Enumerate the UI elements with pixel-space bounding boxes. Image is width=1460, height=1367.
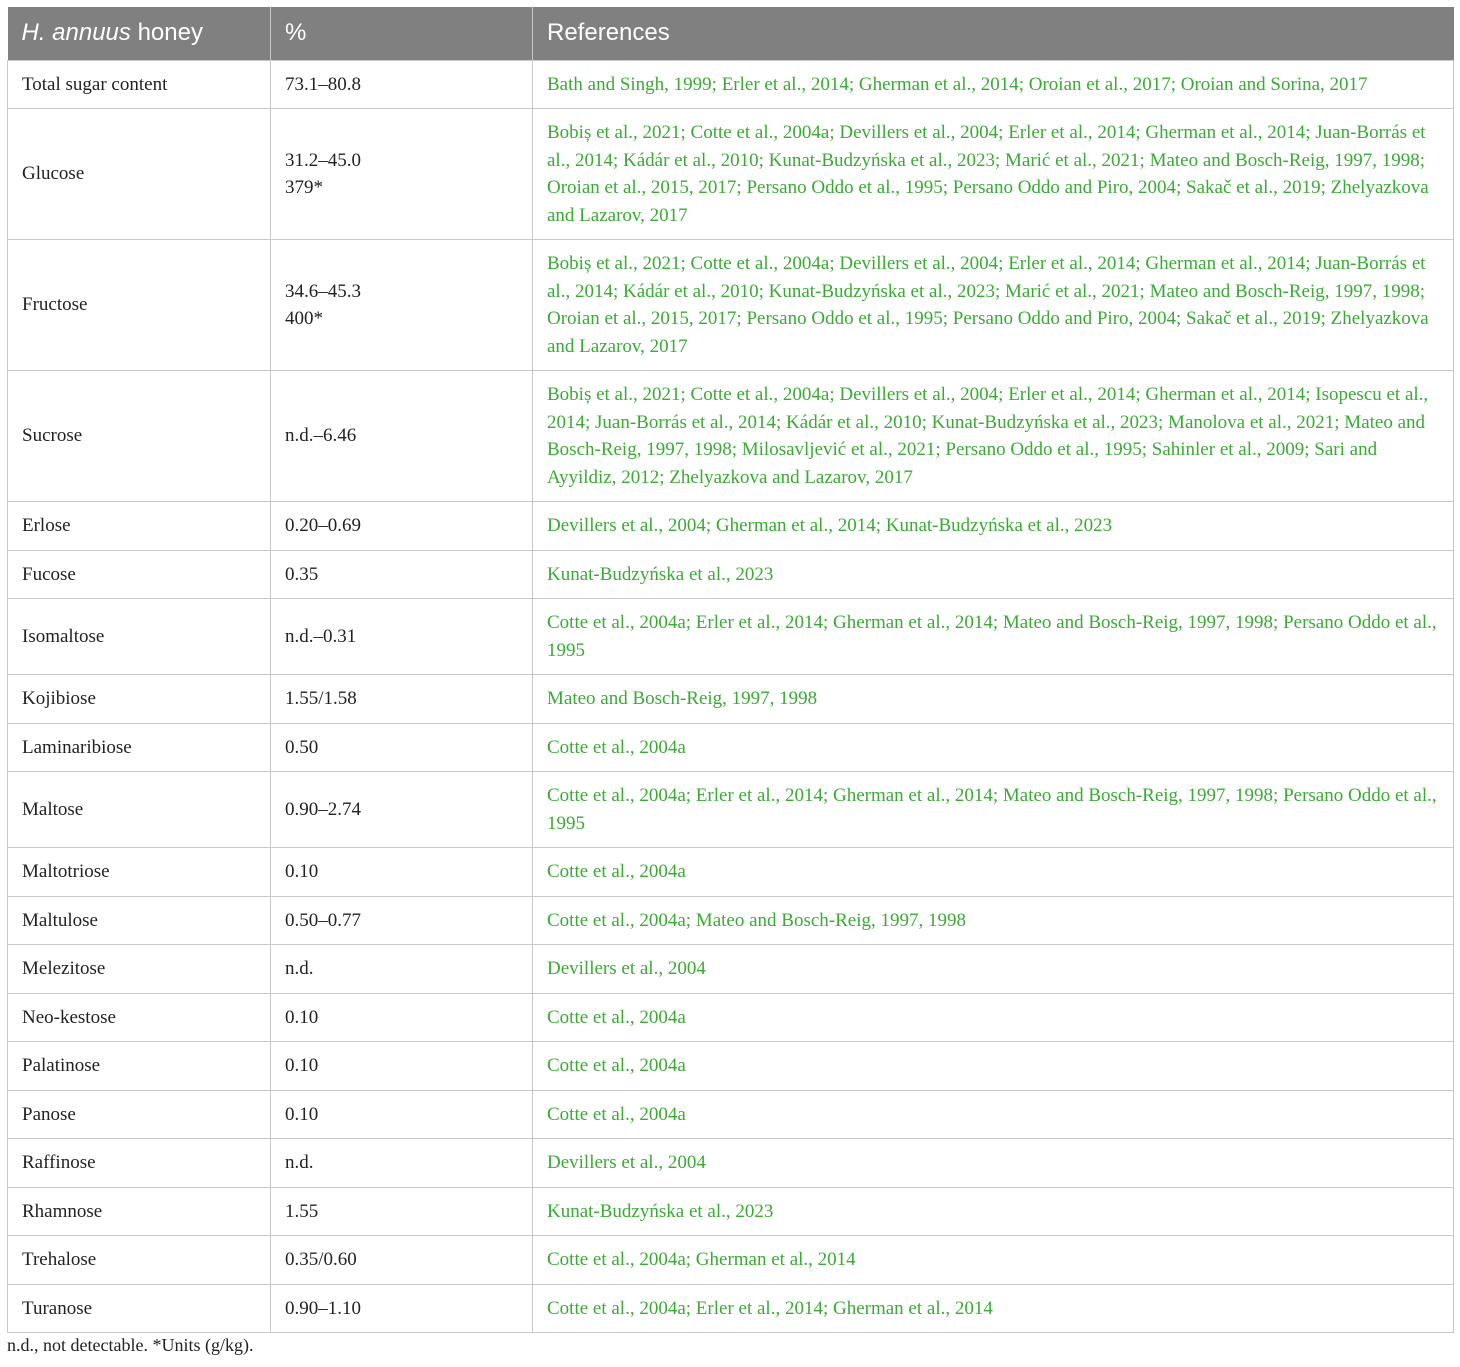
sugar-name-cell: Maltulose [8,896,271,945]
references-cell[interactable]: Kunat-Budzyńska et al., 2023 [533,1187,1454,1236]
percent-value: n.d. [285,958,314,979]
percent-cell [271,945,533,994]
references-cell[interactable]: Bath and Singh, 1999; Erler et al., 2014; Gherman et al., 2014; Oroian et al., 2017; Oroian and Sorina, 2017 [533,60,1454,109]
table-footnote: n.d., not detectable. *Units (g/kg). [7,1335,254,1355]
references-cell[interactable]: Bobiș et al., 2021; Cotte et al., 2004a; Devillers et al., 2004; Erler et al., 2014; Gherman et al., 2014; Isopescu et al., 2014; Juan-Borrás et al., 2014; Kádár et al., 2010; Kunat-Budzyńska et al., 2023; Manolova et al., 2021; Mateo and Bosch-Reig, 1997, 1998; Milosavljević et al., 2021; Persano Oddo et al., 1995; Sahinler et al., 2009; Sari and Ayyildiz, 2012; Zhelyazkova and Lazarov, 2017 [533,371,1454,502]
percent-cell [271,60,533,109]
percent-cell [271,599,533,675]
percent-value: 0.90–2.74 [285,798,361,820]
header-percent: % [271,7,533,60]
header-references: References [533,7,1454,60]
percent-value: 0.10 [285,861,319,882]
table-row [8,109,1454,240]
references-cell[interactable]: Cotte et al., 2004a; Erler et al., 2014; Gherman et al., 2014 [533,1284,1454,1333]
sugar-name-cell: Isomaltose [8,599,271,675]
table-row [8,1042,1454,1091]
percent-value: 0.35 [285,563,319,585]
percent-value: 31.2–45.0 [285,149,361,171]
sugar-name-cell: Fucose [8,550,271,599]
header-honey-type [8,7,271,60]
sugar-name-cell: Panose [8,1090,271,1139]
table-row [8,772,1454,848]
table-row [8,550,1454,599]
table-row [8,1139,1454,1188]
table-row [8,599,1454,675]
percent-cell [271,993,533,1042]
sugar-name-cell: Rhamnose [8,1187,271,1236]
table-row [8,723,1454,772]
percent-cell [271,772,533,848]
sugar-name-cell: Laminaribiose [8,723,271,772]
percent-value: 1.55 [285,1200,319,1222]
references-cell[interactable]: Cotte et al., 2004a [533,993,1454,1042]
percent-cell [271,1187,533,1236]
table-row [8,240,1454,371]
percent-value: 0.90–1.10 [285,1297,361,1319]
percent-value: 0.50–0.77 [285,909,361,931]
percent-cell [271,1139,533,1188]
table-row [8,848,1454,897]
percent-cell [271,1042,533,1091]
sugar-name-cell: Maltose [8,772,271,848]
percent-cell [271,675,533,724]
references-cell[interactable]: Cotte et al., 2004a [533,848,1454,897]
table-row [8,502,1454,551]
references-cell[interactable]: Devillers et al., 2004 [533,945,1454,994]
table-row [8,1090,1454,1139]
references-cell[interactable]: Cotte et al., 2004a; Mateo and Bosch-Reig, 1997, 1998 [533,896,1454,945]
percent-value: 73.1–80.8 [285,73,361,95]
references-cell[interactable]: Cotte et al., 2004a; Erler et al., 2014; Gherman et al., 2014; Mateo and Bosch-Reig, 1997, 1998; Persano Oddo et al., 1995 [533,599,1454,675]
sugar-name-cell: Trehalose [8,1236,271,1285]
percent-value: n.d. [285,1152,314,1173]
percent-cell [271,723,533,772]
table-body [8,60,1454,1333]
percent-cell [271,1236,533,1285]
references-cell[interactable]: Cotte et al., 2004a; Erler et al., 2014; Gherman et al., 2014; Mateo and Bosch-Reig, 1997, 1998; Persano Oddo et al., 1995 [533,772,1454,848]
percent-cell [271,502,533,551]
table-row [8,993,1454,1042]
percent-value: 1.55/1.58 [285,688,357,709]
percent-cell [271,240,533,371]
sugar-name-cell: Erlose [8,502,271,551]
sugar-name-cell: Palatinose [8,1042,271,1091]
percent-value: 0.10 [285,1006,319,1028]
sugar-name-cell: Total sugar content [8,60,271,109]
references-cell[interactable]: Cotte et al., 2004a [533,1042,1454,1091]
percent-value: 0.10 [285,1103,319,1125]
percent-value: 400* [285,308,323,329]
percent-value: n.d.–6.46 [285,425,357,447]
table-row [8,896,1454,945]
percent-cell [271,109,533,240]
table-row [8,1284,1454,1333]
references-cell[interactable]: Cotte et al., 2004a; Gherman et al., 2014 [533,1236,1454,1285]
sugar-name-cell: Glucose [8,109,271,240]
table-row [8,675,1454,724]
references-cell[interactable]: Devillers et al., 2004; Gherman et al., 2014; Kunat-Budzyńska et al., 2023 [533,502,1454,551]
percent-value: 0.35/0.60 [285,1249,357,1270]
references-cell[interactable]: Bobiș et al., 2021; Cotte et al., 2004a; Devillers et al., 2004; Erler et al., 2014; Gherman et al., 2014; Juan-Borrás et al., 2014; Kádár et al., 2010; Kunat-Budzyńska et al., 2023; Marić et al., 2021; Mateo and Bosch-Reig, 1997, 1998; Oroian et al., 2015, 2017; Persano Oddo et al., 1995; Persano Oddo and Piro, 2004; Sakač et al., 2019; Zhelyazkova and Lazarov, 2017 [533,109,1454,240]
header-honey-word: honey [130,19,203,47]
percent-value: 0.10 [285,1055,319,1076]
sugar-name-cell: Raffinose [8,1139,271,1188]
sugar-composition-table [7,7,1454,1333]
percent-cell [271,1090,533,1139]
percent-cell [271,1284,533,1333]
table-row [8,1187,1454,1236]
sugar-name-cell: Fructose [8,240,271,371]
sugar-name-cell: Sucrose [8,371,271,502]
header-row [8,7,1454,60]
references-cell[interactable]: Bobiș et al., 2021; Cotte et al., 2004a; Devillers et al., 2004; Erler et al., 2014; Gherman et al., 2014; Juan-Borrás et al., 2014; Kádár et al., 2010; Kunat-Budzyńska et al., 2023; Marić et al., 2021; Mateo and Bosch-Reig, 1997, 1998; Oroian et al., 2015, 2017; Persano Oddo et al., 1995; Persano Oddo and Piro, 2004; Sakač et al., 2019; Zhelyazkova and Lazarov, 2017 [533,240,1454,371]
percent-value: 0.20–0.69 [285,515,361,536]
references-cell[interactable]: Devillers et al., 2004 [533,1139,1454,1188]
references-cell[interactable]: Cotte et al., 2004a [533,723,1454,772]
percent-cell [271,896,533,945]
header-species-name: H. annuus [21,19,131,47]
percent-cell [271,550,533,599]
sugar-table-container [7,7,1453,1333]
references-cell[interactable]: Kunat-Budzyńska et al., 2023 [533,550,1454,599]
percent-value: 0.50 [285,736,319,758]
references-cell[interactable]: Cotte et al., 2004a [533,1090,1454,1139]
sugar-name-cell: Turanose [8,1284,271,1333]
percent-cell [271,371,533,502]
sugar-name-cell: Melezitose [8,945,271,994]
table-header [8,7,1454,60]
percent-value: n.d.–0.31 [285,625,357,647]
table-row [8,60,1454,109]
percent-cell [271,848,533,897]
percent-value: 379* [285,177,323,198]
table-row [8,371,1454,502]
references-cell[interactable]: Mateo and Bosch-Reig, 1997, 1998 [533,675,1454,724]
percent-value: 34.6–45.3 [285,280,361,302]
sugar-name-cell: Neo-kestose [8,993,271,1042]
sugar-name-cell: Maltotriose [8,848,271,897]
table-row [8,945,1454,994]
sugar-name-cell: Kojibiose [8,675,271,724]
table-row [8,1236,1454,1285]
